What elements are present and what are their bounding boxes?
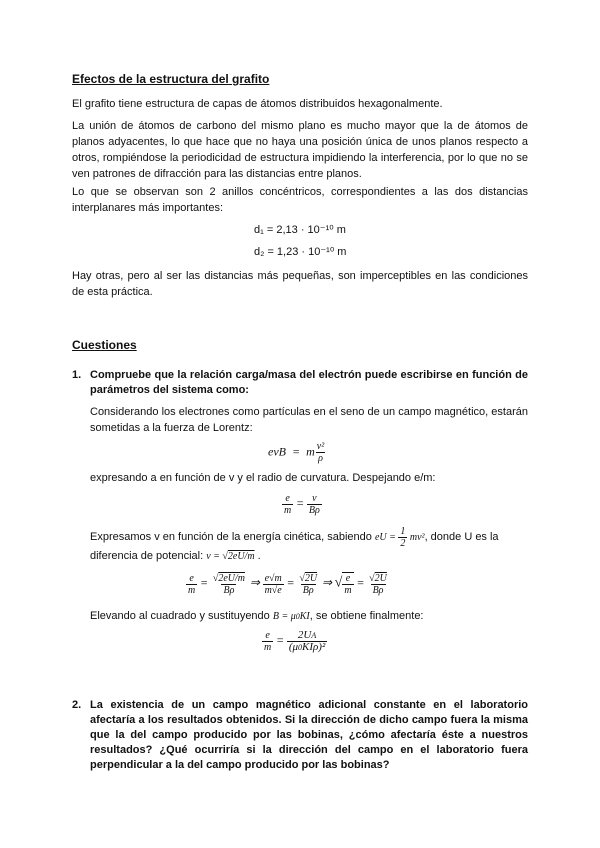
text-fragment: Expresamos v en función de la energía cinética, sabiendo <box>90 530 372 543</box>
paragraph: Hay otras, pero al ser las distancias más pequeñas, son imperceptibles en las condiciones de esta práctica. <box>72 270 528 298</box>
text-fragment: , se obtiene finalmente: <box>309 610 424 622</box>
equation-chain: $\frac{e}{m}$ = $\frac{√2eU/m}{B\rho}$ ⇒ $\frac{e√m}{m√e}$ = $\frac{√2U}{B\rho}$ ⇒ √ $\frac{e}{m}$ = $\frac{√2U}{B\rho}$ <box>188 572 387 596</box>
question-text: Compruebe que la relación carga/masa del electrón puede escribirse en función de parámetros del sistema como: <box>90 369 528 396</box>
paragraph: Lo que se observan son 2 anillos concéntricos, correspondientes a las dos distancias interplanares más importantes: <box>72 186 528 214</box>
answer-paragraph: expresando a en función de v y el radio de curvatura. Despejando e/m: <box>90 472 436 484</box>
paragraph: El grafito tiene estructura de capas de átomos distribuidos hexagonalmente. <box>72 98 443 110</box>
section-title-grafito: Efectos de la estructura del grafito <box>72 72 270 86</box>
equation-velocity: v = √2eU/m <box>206 551 255 562</box>
question-number: 1. <box>72 369 82 381</box>
answer-paragraph: Considerando los electrones como partículas en el seno de un campo magnético, estarán sometidas a la fuerza de Lorentz: <box>90 406 528 434</box>
equation-lorentz: evB = m $\frac{\text{v²}}{\rho}$ <box>268 441 325 464</box>
distance-d1: d₁ = 2,13 · 10⁻¹⁰ m <box>254 224 346 236</box>
equation-final: $\frac{e}{m}$ = $\frac{2UA}{\text{(μ0KIρ)²}}$ <box>264 629 326 653</box>
text-fragment: diferencia de potencial: <box>90 550 204 562</box>
distance-d2: d₂ = 1,23 · 10⁻¹⁰ m <box>254 246 347 258</box>
equation-em-v: $\frac{e}{m}$ = $\frac{v}{B\rho}$ <box>284 493 320 516</box>
answer-line <box>90 608 528 625</box>
paragraph: La unión de átomos de carbono del mismo plano es mucho mayor que la de átomos de planos adyacentes, lo que hace que no haya una posición única de unos planos respecto a otros, rompiéndose la periodicidad de estructura impidiendo la interferencia, por lo que no se ven patrones de difracción para las distancias entre planos. <box>72 120 528 180</box>
answer-line <box>90 526 528 549</box>
question-number: 2. <box>72 699 82 711</box>
equation-b-substitution: B = μ0KI <box>272 611 310 622</box>
question-text: La existencia de un campo magnético adicional constante en el laboratorio afectaría a los resultados obtenidos. Si la dirección de dicho campo fuera la misma que la del campo producido por las bobinas, ¿cómo afectaría éste a nuestros resultados? ¿Qué ocurriría si la dirección del campo en el laboratorio fuera perpendicular a la del campo producido por las bobinas? <box>90 699 528 771</box>
answer-line: diferencia de potencial: v = √2eU/m . <box>90 550 261 562</box>
text-fragment: , donde U es la <box>424 530 499 543</box>
question-2 <box>72 698 528 773</box>
text-fragment: Elevando al cuadrado y sustituyendo <box>90 610 270 622</box>
section-title-cuestiones: Cuestiones <box>72 338 137 352</box>
question-1 <box>72 368 528 398</box>
equation-kinetic: eU = $\frac{1}{2}$ mv² <box>374 526 425 549</box>
